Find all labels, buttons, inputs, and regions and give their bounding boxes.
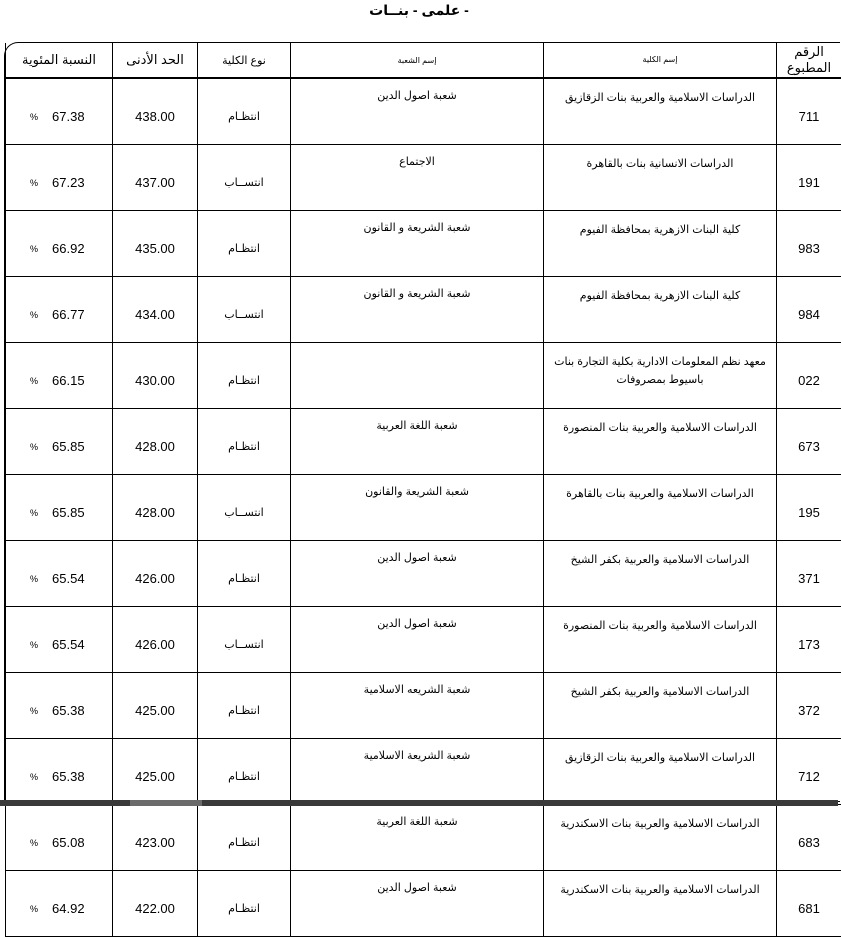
cell-code: 983: [777, 211, 841, 277]
cell-code: 681: [777, 871, 841, 937]
cell-branch: شعبة اللغة العربية: [291, 409, 544, 475]
cell-min-score: 438.00: [113, 78, 198, 145]
cell-branch: شعبة اللغة العربية: [291, 805, 544, 871]
cell-branch: شعبة الشريعة و القانون: [291, 211, 544, 277]
cell-min-score: 425.00: [113, 739, 198, 805]
cell-percent: [6, 805, 113, 871]
percent-value: 65.54: [52, 637, 85, 652]
cell-college: الدراسات الاسلامية والعربية بنات الزقازيق: [544, 78, 777, 145]
percent-value: 65.08: [52, 835, 85, 850]
cell-percent: [6, 541, 113, 607]
table-row: [6, 343, 841, 409]
table-row: [6, 475, 841, 541]
cell-college: الدراسات الاسلامية والعربية بكفر الشيخ: [544, 541, 777, 607]
percent-value: 66.15: [52, 373, 85, 388]
cell-percent: [6, 78, 113, 145]
cell-college: الدراسات الاسلامية والعربية بنات المنصورة: [544, 607, 777, 673]
percent-sign: %: [30, 772, 38, 782]
cell-type: انتظـام: [198, 343, 291, 409]
cell-college: الدراسات الاسلامية والعربية بنات الاسكندرية: [544, 805, 777, 871]
cell-college: الدراسات الانسانية بنات بالقاهرة: [544, 145, 777, 211]
cell-branch: شعبة الشريعة الاسلامية: [291, 739, 544, 805]
cell-code: 711: [777, 78, 841, 145]
header-min-score: الحد الأدنى: [113, 43, 198, 78]
cell-type: انتظـام: [198, 78, 291, 145]
scrollbar-thumb[interactable]: [130, 800, 202, 806]
cell-code: 195: [777, 475, 841, 541]
cell-percent: [6, 871, 113, 937]
cell-percent: [6, 673, 113, 739]
percent-sign: %: [30, 706, 38, 716]
cell-percent: [6, 343, 113, 409]
percent-sign: %: [30, 904, 38, 914]
cell-branch: [291, 343, 544, 409]
cell-type: انتظـام: [198, 673, 291, 739]
cell-type: انتســاب: [198, 607, 291, 673]
table-row: [6, 211, 841, 277]
percent-sign: %: [30, 640, 38, 650]
header-code: الرقم المطبوع: [777, 43, 841, 78]
cell-branch: شعبة الشريعه الاسلامية: [291, 673, 544, 739]
table-row: [6, 805, 841, 871]
cell-type: انتظـام: [198, 871, 291, 937]
percent-sign: %: [30, 244, 38, 254]
cell-min-score: 434.00: [113, 277, 198, 343]
cell-code: 683: [777, 805, 841, 871]
cell-college: معهد نظم المعلومات الادارية بكلية التجارة بنات باسيوط بمصروفات: [544, 343, 777, 409]
cell-min-score: 425.00: [113, 673, 198, 739]
cell-college: الدراسات الاسلامية والعربية بنات الاسكندرية: [544, 871, 777, 937]
percent-value: 65.38: [52, 769, 85, 784]
percent-sign: %: [30, 178, 38, 188]
cell-type: انتظـام: [198, 211, 291, 277]
cell-type: انتظـام: [198, 739, 291, 805]
table-row: [6, 409, 841, 475]
percent-value: 66.77: [52, 307, 85, 322]
cell-min-score: 437.00: [113, 145, 198, 211]
results-table-container: [4, 42, 840, 802]
table-header-row: [6, 43, 841, 78]
header-college: إسم الكلية: [544, 43, 777, 78]
cell-college: الدراسات الاسلامية والعربية بكفر الشيخ: [544, 673, 777, 739]
cell-type: انتســاب: [198, 145, 291, 211]
cell-type: انتســاب: [198, 475, 291, 541]
cell-percent: [6, 277, 113, 343]
cell-type: انتظـام: [198, 805, 291, 871]
cell-college: الدراسات الاسلامية والعربية بنات الزقازيق: [544, 739, 777, 805]
cell-code: 022: [777, 343, 841, 409]
table-row: [6, 871, 841, 937]
cell-min-score: 428.00: [113, 475, 198, 541]
table-row: [6, 145, 841, 211]
percent-sign: %: [30, 838, 38, 848]
cell-branch: شعبة اصول الدين: [291, 78, 544, 145]
cell-college: كلية البنات الازهرية بمحافظة الفيوم: [544, 277, 777, 343]
cell-college: كلية البنات الازهرية بمحافظة الفيوم: [544, 211, 777, 277]
percent-value: 65.54: [52, 571, 85, 586]
cell-college: الدراسات الاسلامية والعربية بنات المنصورة: [544, 409, 777, 475]
percent-value: 64.92: [52, 901, 85, 916]
cell-branch: شعبة اصول الدين: [291, 607, 544, 673]
cell-college: الدراسات الاسلامية والعربية بنات بالقاهرة: [544, 475, 777, 541]
cell-percent: [6, 739, 113, 805]
cell-min-score: 426.00: [113, 607, 198, 673]
cell-min-score: 430.00: [113, 343, 198, 409]
cell-branch: شعبة الشريعة و القانون: [291, 277, 544, 343]
table-row: [6, 607, 841, 673]
cell-percent: [6, 607, 113, 673]
percent-sign: %: [30, 508, 38, 518]
percent-sign: %: [30, 310, 38, 320]
table-row: [6, 541, 841, 607]
percent-value: 65.85: [52, 439, 85, 454]
cell-min-score: 435.00: [113, 211, 198, 277]
cell-branch: شعبة الشريعة والقانون: [291, 475, 544, 541]
page-title: - علمى - بنــات: [0, 2, 838, 19]
percent-sign: %: [30, 442, 38, 452]
cell-code: 191: [777, 145, 841, 211]
header-branch: إسم الشعبة: [291, 43, 544, 78]
header-percent: النسبة المئوية: [6, 43, 113, 78]
percent-value: 65.38: [52, 703, 85, 718]
percent-value: 67.23: [52, 175, 85, 190]
cell-code: 673: [777, 409, 841, 475]
percent-value: 66.92: [52, 241, 85, 256]
table-row: [6, 673, 841, 739]
cell-type: انتظـام: [198, 541, 291, 607]
cell-branch: شعبة اصول الدين: [291, 541, 544, 607]
cell-type: انتظـام: [198, 409, 291, 475]
cell-min-score: 422.00: [113, 871, 198, 937]
cell-branch: شعبة اصول الدين: [291, 871, 544, 937]
cell-type: انتســاب: [198, 277, 291, 343]
percent-sign: %: [30, 112, 38, 122]
percent-sign: %: [30, 376, 38, 386]
cell-code: 173: [777, 607, 841, 673]
table-row: [6, 739, 841, 805]
percent-value: 67.38: [52, 109, 85, 124]
cell-branch: الاجتماع: [291, 145, 544, 211]
cell-code: 712: [777, 739, 841, 805]
cell-min-score: 426.00: [113, 541, 198, 607]
header-type: نوع الكلية: [198, 43, 291, 78]
cell-code: 372: [777, 673, 841, 739]
percent-sign: %: [30, 574, 38, 584]
cell-min-score: 428.00: [113, 409, 198, 475]
percent-value: 65.85: [52, 505, 85, 520]
cell-percent: [6, 475, 113, 541]
table-row: [6, 78, 841, 145]
cell-percent: [6, 409, 113, 475]
cell-code: 984: [777, 277, 841, 343]
table-body: [6, 78, 841, 937]
table-row: [6, 277, 841, 343]
cell-percent: [6, 145, 113, 211]
cell-code: 371: [777, 541, 841, 607]
cell-percent: [6, 211, 113, 277]
horizontal-scrollbar[interactable]: [0, 800, 838, 806]
cell-min-score: 423.00: [113, 805, 198, 871]
